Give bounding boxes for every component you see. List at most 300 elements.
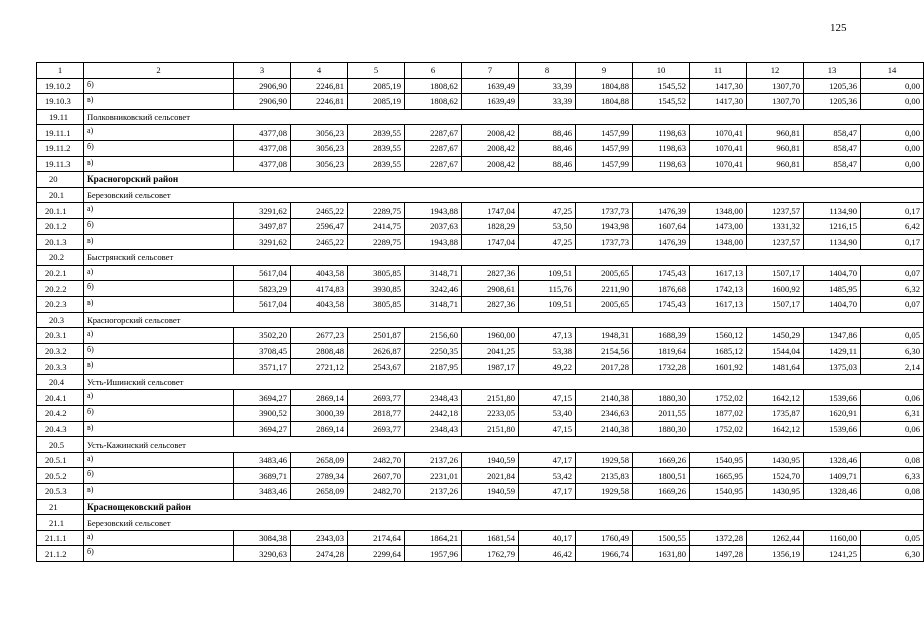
value-cell: 2037,63	[405, 218, 462, 234]
value-cell: 1539,66	[804, 421, 861, 437]
value-cell: 2151,80	[462, 390, 519, 406]
value-cell: 88,46	[519, 140, 576, 156]
value-cell: 46,42	[519, 546, 576, 562]
value-cell: 2839,55	[348, 125, 405, 141]
value-cell: 2246,81	[291, 94, 348, 110]
value-cell: 2482,70	[348, 484, 405, 500]
row-code: 20.4.1	[37, 390, 84, 406]
value-cell: 1205,36	[804, 94, 861, 110]
table-row	[37, 390, 924, 406]
settlement-row	[37, 109, 924, 125]
column-header: 14	[861, 63, 924, 79]
value-cell: 1417,30	[690, 78, 747, 94]
value-cell: 4377,08	[234, 156, 291, 172]
value-cell: 1409,71	[804, 468, 861, 484]
value-cell: 1828,29	[462, 218, 519, 234]
value-cell: 2596,47	[291, 218, 348, 234]
value-cell: 3291,62	[234, 203, 291, 219]
value-cell: 1745,43	[633, 265, 690, 281]
row-option: б)	[84, 78, 234, 94]
value-cell: 2233,05	[462, 406, 519, 422]
value-cell: 3708,45	[234, 343, 291, 359]
value-cell: 47,15	[519, 421, 576, 437]
value-cell: 3242,46	[405, 281, 462, 297]
column-header: 7	[462, 63, 519, 79]
value-cell: 2839,55	[348, 140, 405, 156]
value-cell: 1198,63	[633, 140, 690, 156]
table-row	[37, 421, 924, 437]
value-cell: 1485,95	[804, 281, 861, 297]
value-cell: 4043,58	[291, 265, 348, 281]
value-cell: 4377,08	[234, 125, 291, 141]
value-cell: 2818,77	[348, 406, 405, 422]
value-cell: 1307,70	[747, 78, 804, 94]
row-option: в)	[84, 359, 234, 375]
value-cell: 2501,87	[348, 328, 405, 344]
value-cell: 47,13	[519, 328, 576, 344]
value-cell: 1747,04	[462, 203, 519, 219]
value-cell: 1540,95	[690, 452, 747, 468]
value-cell: 1600,92	[747, 281, 804, 297]
value-cell: 1372,28	[690, 530, 747, 546]
row-option: в)	[84, 296, 234, 312]
row-code: 20.3.2	[37, 343, 84, 359]
column-header: 13	[804, 63, 861, 79]
value-cell: 109,51	[519, 296, 576, 312]
value-cell: 2140,38	[576, 390, 633, 406]
value-cell: 49,22	[519, 359, 576, 375]
value-cell: 1560,12	[690, 328, 747, 344]
value-cell: 1642,12	[747, 390, 804, 406]
row-code: 20.5	[37, 437, 84, 453]
table-row	[37, 94, 924, 110]
value-cell: 1348,00	[690, 234, 747, 250]
value-cell: 2693,77	[348, 390, 405, 406]
district-row	[37, 499, 924, 515]
settlement-name: Усть-Ишинский сельсовет	[84, 374, 924, 390]
value-cell: 1237,57	[747, 203, 804, 219]
row-code: 19.11.2	[37, 140, 84, 156]
value-cell: 5617,04	[234, 265, 291, 281]
value-cell: 1070,41	[690, 125, 747, 141]
value-cell: 1864,21	[405, 530, 462, 546]
value-cell: 0,00	[861, 78, 924, 94]
value-cell: 2869,14	[291, 390, 348, 406]
value-cell: 1742,13	[690, 281, 747, 297]
value-cell: 1473,00	[690, 218, 747, 234]
value-cell: 3694,27	[234, 390, 291, 406]
value-cell: 3483,46	[234, 484, 291, 500]
value-cell: 1457,99	[576, 140, 633, 156]
value-cell: 33,39	[519, 94, 576, 110]
value-cell: 1685,12	[690, 343, 747, 359]
row-code: 21.1.2	[37, 546, 84, 562]
column-header: 5	[348, 63, 405, 79]
value-cell: 2137,26	[405, 484, 462, 500]
value-cell: 1524,70	[747, 468, 804, 484]
value-cell: 1601,92	[690, 359, 747, 375]
row-code: 20.4.3	[37, 421, 84, 437]
value-cell: 2005,65	[576, 265, 633, 281]
value-cell: 6,31	[861, 406, 924, 422]
value-cell: 2085,19	[348, 94, 405, 110]
table-row	[37, 125, 924, 141]
value-cell: 1943,88	[405, 203, 462, 219]
table-row	[37, 78, 924, 94]
value-cell: 1404,70	[804, 265, 861, 281]
value-cell: 3689,71	[234, 468, 291, 484]
value-cell: 3056,23	[291, 125, 348, 141]
value-cell: 40,17	[519, 530, 576, 546]
value-cell: 1430,95	[747, 484, 804, 500]
value-cell: 2008,42	[462, 140, 519, 156]
settlement-name: Полковниковский сельсовет	[84, 109, 924, 125]
value-cell: 1331,32	[747, 218, 804, 234]
row-option: а)	[84, 452, 234, 468]
value-cell: 2289,75	[348, 234, 405, 250]
value-cell: 109,51	[519, 265, 576, 281]
row-option: б)	[84, 218, 234, 234]
value-cell: 0,07	[861, 296, 924, 312]
value-cell: 1737,73	[576, 234, 633, 250]
value-cell: 2187,95	[405, 359, 462, 375]
value-cell: 1752,02	[690, 421, 747, 437]
row-option: б)	[84, 468, 234, 484]
row-code: 21.1.1	[37, 530, 84, 546]
row-option: а)	[84, 203, 234, 219]
value-cell: 1241,25	[804, 546, 861, 562]
value-cell: 1404,70	[804, 296, 861, 312]
value-cell: 1497,28	[690, 546, 747, 562]
column-header: 3	[234, 63, 291, 79]
value-cell: 2140,38	[576, 421, 633, 437]
value-cell: 1507,17	[747, 265, 804, 281]
value-cell: 2174,64	[348, 530, 405, 546]
table-row	[37, 265, 924, 281]
value-cell: 2607,70	[348, 468, 405, 484]
value-cell: 0,00	[861, 94, 924, 110]
value-cell: 1819,64	[633, 343, 690, 359]
value-cell: 1457,99	[576, 156, 633, 172]
value-cell: 1943,98	[576, 218, 633, 234]
value-cell: 2085,19	[348, 78, 405, 94]
value-cell: 2414,75	[348, 218, 405, 234]
value-cell: 1544,04	[747, 343, 804, 359]
table-row	[37, 156, 924, 172]
row-option: в)	[84, 421, 234, 437]
value-cell: 2839,55	[348, 156, 405, 172]
value-cell: 1966,74	[576, 546, 633, 562]
value-cell: 3000,39	[291, 406, 348, 422]
value-cell: 1620,91	[804, 406, 861, 422]
value-cell: 0,05	[861, 530, 924, 546]
tariff-table	[36, 62, 924, 562]
value-cell: 2626,87	[348, 343, 405, 359]
value-cell: 3291,62	[234, 234, 291, 250]
value-cell: 1681,54	[462, 530, 519, 546]
value-cell: 3056,23	[291, 156, 348, 172]
value-cell: 2482,70	[348, 452, 405, 468]
value-cell: 2721,12	[291, 359, 348, 375]
row-code: 19.11.1	[37, 125, 84, 141]
table-row	[37, 468, 924, 484]
value-cell: 1957,96	[405, 546, 462, 562]
row-code: 21	[37, 499, 84, 515]
row-option: в)	[84, 156, 234, 172]
value-cell: 1540,95	[690, 484, 747, 500]
value-cell: 1808,62	[405, 94, 462, 110]
district-row	[37, 172, 924, 188]
value-cell: 960,81	[747, 140, 804, 156]
value-cell: 1216,15	[804, 218, 861, 234]
value-cell: 1631,80	[633, 546, 690, 562]
table-row	[37, 296, 924, 312]
value-cell: 1960,00	[462, 328, 519, 344]
table-body	[37, 63, 924, 562]
value-cell: 1800,51	[633, 468, 690, 484]
value-cell: 2658,09	[291, 484, 348, 500]
value-cell: 2246,81	[291, 78, 348, 94]
value-cell: 1134,90	[804, 234, 861, 250]
value-cell: 1929,58	[576, 484, 633, 500]
value-cell: 0,06	[861, 390, 924, 406]
value-cell: 1348,00	[690, 203, 747, 219]
row-code: 20.2	[37, 250, 84, 266]
value-cell: 1639,49	[462, 94, 519, 110]
row-code: 20.3.1	[37, 328, 84, 344]
row-option: а)	[84, 390, 234, 406]
value-cell: 3084,38	[234, 530, 291, 546]
value-cell: 6,30	[861, 343, 924, 359]
value-cell: 1160,00	[804, 530, 861, 546]
row-code: 20.2.3	[37, 296, 84, 312]
value-cell: 2287,67	[405, 156, 462, 172]
value-cell: 1987,17	[462, 359, 519, 375]
value-cell: 1808,62	[405, 78, 462, 94]
value-cell: 0,17	[861, 203, 924, 219]
value-cell: 1205,36	[804, 78, 861, 94]
row-code: 20	[37, 172, 84, 188]
row-option: б)	[84, 343, 234, 359]
value-cell: 0,17	[861, 234, 924, 250]
value-cell: 1507,17	[747, 296, 804, 312]
district-name: Красногорский район	[84, 172, 924, 188]
row-code: 20.5.2	[37, 468, 84, 484]
value-cell: 2442,18	[405, 406, 462, 422]
value-cell: 2151,80	[462, 421, 519, 437]
value-cell: 3502,20	[234, 328, 291, 344]
value-cell: 1735,87	[747, 406, 804, 422]
value-cell: 1545,52	[633, 94, 690, 110]
value-cell: 1198,63	[633, 156, 690, 172]
value-cell: 1328,46	[804, 452, 861, 468]
value-cell: 53,38	[519, 343, 576, 359]
row-code: 20.1	[37, 187, 84, 203]
value-cell: 0,06	[861, 421, 924, 437]
value-cell: 2211,90	[576, 281, 633, 297]
row-code: 20.5.1	[37, 452, 84, 468]
value-cell: 2289,75	[348, 203, 405, 219]
value-cell: 2827,36	[462, 265, 519, 281]
value-cell: 3571,17	[234, 359, 291, 375]
value-cell: 1375,03	[804, 359, 861, 375]
table-row	[37, 203, 924, 219]
value-cell: 1940,59	[462, 452, 519, 468]
settlement-row	[37, 515, 924, 531]
settlement-name: Усть-Кажинский сельсовет	[84, 437, 924, 453]
value-cell: 1430,95	[747, 452, 804, 468]
value-cell: 3805,85	[348, 296, 405, 312]
value-cell: 1880,30	[633, 390, 690, 406]
value-cell: 2348,43	[405, 390, 462, 406]
column-header: 8	[519, 63, 576, 79]
row-option: б)	[84, 546, 234, 562]
value-cell: 1417,30	[690, 94, 747, 110]
value-cell: 1356,19	[747, 546, 804, 562]
value-cell: 1545,52	[633, 78, 690, 94]
value-cell: 2348,43	[405, 421, 462, 437]
value-cell: 2041,25	[462, 343, 519, 359]
value-cell: 2789,34	[291, 468, 348, 484]
row-code: 20.3	[37, 312, 84, 328]
value-cell: 1617,13	[690, 296, 747, 312]
row-code: 19.11.3	[37, 156, 84, 172]
row-code: 19.11	[37, 109, 84, 125]
settlement-row	[37, 250, 924, 266]
row-option: б)	[84, 281, 234, 297]
value-cell: 1752,02	[690, 390, 747, 406]
value-cell: 2346,63	[576, 406, 633, 422]
value-cell: 5823,29	[234, 281, 291, 297]
value-cell: 6,32	[861, 281, 924, 297]
value-cell: 2343,03	[291, 530, 348, 546]
value-cell: 6,30	[861, 546, 924, 562]
row-option: в)	[84, 484, 234, 500]
value-cell: 53,40	[519, 406, 576, 422]
value-cell: 2287,67	[405, 125, 462, 141]
value-cell: 1876,68	[633, 281, 690, 297]
value-cell: 2008,42	[462, 156, 519, 172]
value-cell: 1929,58	[576, 452, 633, 468]
value-cell: 0,08	[861, 452, 924, 468]
value-cell: 2005,65	[576, 296, 633, 312]
row-code: 20.1.3	[37, 234, 84, 250]
value-cell: 2021,84	[462, 468, 519, 484]
value-cell: 2008,42	[462, 125, 519, 141]
table-row	[37, 484, 924, 500]
value-cell: 1669,26	[633, 452, 690, 468]
value-cell: 3483,46	[234, 452, 291, 468]
value-cell: 1617,13	[690, 265, 747, 281]
column-header: 10	[633, 63, 690, 79]
value-cell: 47,17	[519, 484, 576, 500]
table-row	[37, 530, 924, 546]
column-header: 12	[747, 63, 804, 79]
value-cell: 1669,26	[633, 484, 690, 500]
value-cell: 2287,67	[405, 140, 462, 156]
value-cell: 3290,63	[234, 546, 291, 562]
value-cell: 1307,70	[747, 94, 804, 110]
value-cell: 3148,71	[405, 296, 462, 312]
value-cell: 2658,09	[291, 452, 348, 468]
value-cell: 1237,57	[747, 234, 804, 250]
value-cell: 4043,58	[291, 296, 348, 312]
value-cell: 1070,41	[690, 156, 747, 172]
value-cell: 2677,23	[291, 328, 348, 344]
column-header: 1	[37, 63, 84, 79]
row-option: б)	[84, 406, 234, 422]
value-cell: 53,50	[519, 218, 576, 234]
value-cell: 1948,31	[576, 328, 633, 344]
value-cell: 0,05	[861, 328, 924, 344]
value-cell: 858,47	[804, 125, 861, 141]
table-row	[37, 452, 924, 468]
value-cell: 2808,48	[291, 343, 348, 359]
value-cell: 2827,36	[462, 296, 519, 312]
value-cell: 3056,23	[291, 140, 348, 156]
value-cell: 33,39	[519, 78, 576, 94]
value-cell: 53,42	[519, 468, 576, 484]
value-cell: 1481,64	[747, 359, 804, 375]
value-cell: 1940,59	[462, 484, 519, 500]
value-cell: 1500,55	[633, 530, 690, 546]
value-cell: 1880,30	[633, 421, 690, 437]
value-cell: 47,25	[519, 203, 576, 219]
value-cell: 2543,67	[348, 359, 405, 375]
value-cell: 1328,46	[804, 484, 861, 500]
value-cell: 2299,64	[348, 546, 405, 562]
value-cell: 2135,83	[576, 468, 633, 484]
settlement-row	[37, 312, 924, 328]
table-row	[37, 546, 924, 562]
value-cell: 3497,87	[234, 218, 291, 234]
value-cell: 858,47	[804, 156, 861, 172]
settlement-name: Красногорский сельсовет	[84, 312, 924, 328]
value-cell: 0,00	[861, 156, 924, 172]
value-cell: 47,17	[519, 452, 576, 468]
value-cell: 3148,71	[405, 265, 462, 281]
value-cell: 6,33	[861, 468, 924, 484]
row-code: 20.1.1	[37, 203, 84, 219]
value-cell: 1429,11	[804, 343, 861, 359]
value-cell: 1804,88	[576, 94, 633, 110]
table-row	[37, 406, 924, 422]
value-cell: 2906,90	[234, 94, 291, 110]
table-row	[37, 281, 924, 297]
row-code: 20.5.3	[37, 484, 84, 500]
column-header: 2	[84, 63, 234, 79]
value-cell: 1457,99	[576, 125, 633, 141]
row-option: в)	[84, 94, 234, 110]
value-cell: 1134,90	[804, 203, 861, 219]
row-code: 20.4	[37, 374, 84, 390]
row-code: 19.10.3	[37, 94, 84, 110]
column-header: 9	[576, 63, 633, 79]
row-code: 19.10.2	[37, 78, 84, 94]
value-cell: 1539,66	[804, 390, 861, 406]
value-cell: 960,81	[747, 156, 804, 172]
table-row	[37, 328, 924, 344]
column-header: 6	[405, 63, 462, 79]
table-header-row	[37, 63, 924, 79]
value-cell: 1877,02	[690, 406, 747, 422]
value-cell: 1476,39	[633, 234, 690, 250]
row-option: а)	[84, 530, 234, 546]
value-cell: 1804,88	[576, 78, 633, 94]
row-code: 20.2.1	[37, 265, 84, 281]
table-row	[37, 218, 924, 234]
value-cell: 115,76	[519, 281, 576, 297]
